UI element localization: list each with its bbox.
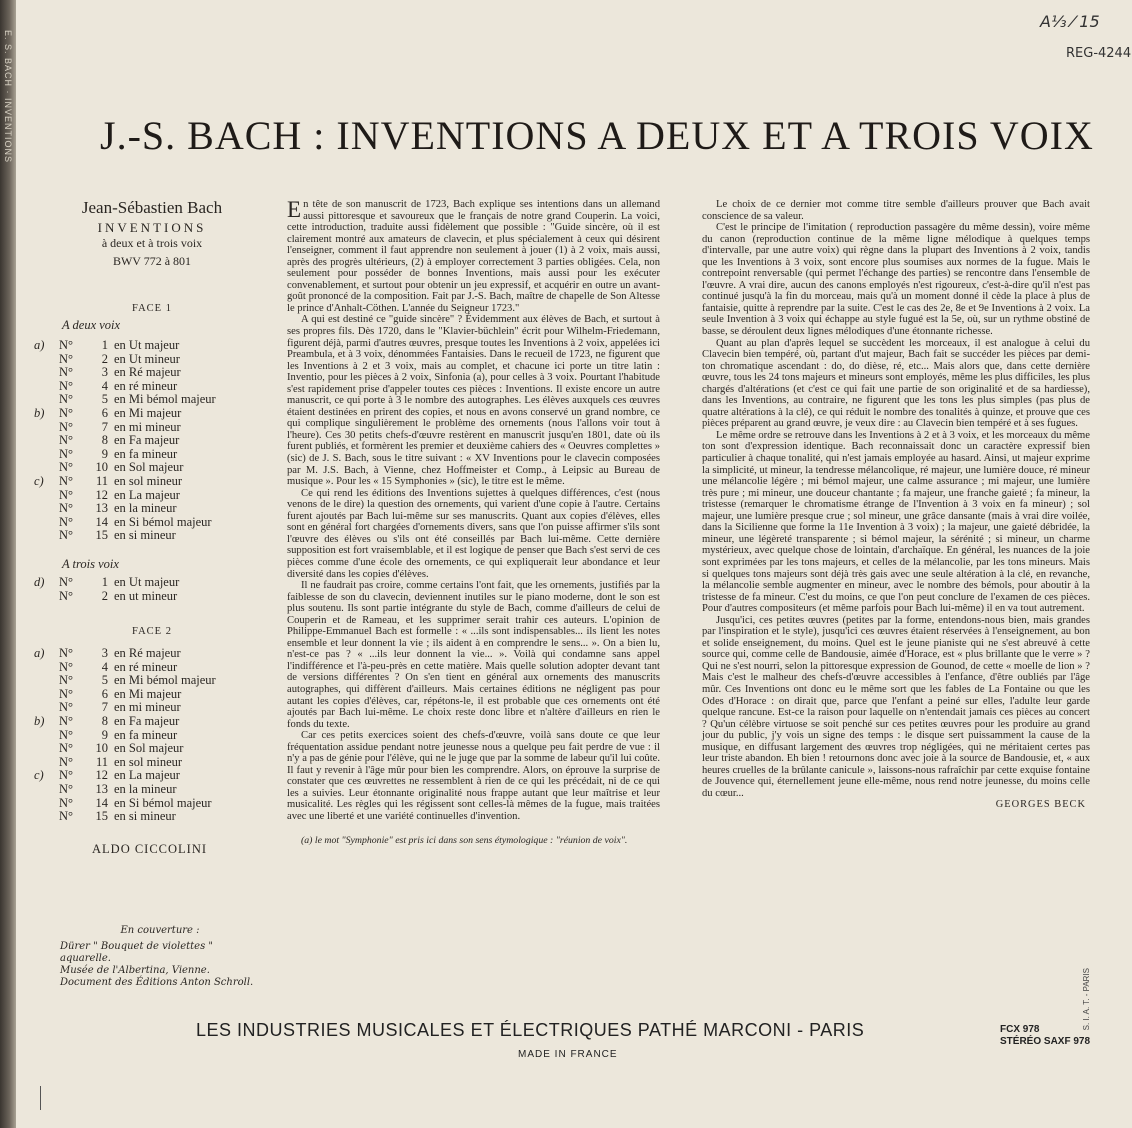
- track-key: en Fa majeur: [114, 433, 180, 448]
- track-row: [32, 407, 262, 421]
- edge-mark: [40, 1086, 41, 1110]
- track-number-prefix: N°: [59, 754, 74, 769]
- cover-credit: [60, 925, 260, 989]
- face-2-tracks: [32, 647, 262, 824]
- track-number: 2: [101, 588, 108, 603]
- bwv-catalog: BWV 772 à 801: [112, 254, 192, 268]
- track-marker: a): [34, 646, 45, 661]
- face-2-label: FACE 2: [132, 626, 172, 638]
- liner-paragraph: C'est le principe de l'imitation ( reproduction passagère du même dessin), voire même du canon (reproduction continue de la même ligne mélodique à quelques temps d'intervalle, par une autre voix) qui règne dans la plupart des Inventions à 2 voix, tandis que les Inventions à 3 voix, sont encore plus soumises aux normes de la fugue. Mais le contrepoint renversable (qui permet l'échange des parties) se rencontre dans l'ensemble de l'œuvre. A vrai dire, aucun des canons employés n'est rigoureux, c'est-à-dire qu'il n'est pas continué jusqu'à la fin du morceau, mais qu'à un moment donné il cède la place à plus de fantaisie, quitte à reprendre par la suite. C'est le cas des 2e, 8e et 9e Inventions à 2 voix. La seule Invention à 3 voix qui échappe au style fugué est la 5e, où, sur un rythme obstiné de basse, se déroulent deux lignes mélodiques d'une étonnante richesse.: [702, 222, 1090, 338]
- tracklist-panel: [32, 198, 262, 857]
- track-number-prefix: N°: [59, 714, 74, 729]
- track-key: en Mi majeur: [114, 405, 182, 420]
- footnote: (a) le mot "Symphonie" est pris ici dans son sens étymologique : "réunion de voix".: [301, 834, 628, 846]
- track-key: en sol mineur: [114, 754, 183, 769]
- liner-paragraph: Le même ordre se retrouve dans les Inventions à 2 et à 3 voix, et les morceaux du même ton sont d'expression identique. Bach reconnaissait donc un caractère expressif bien particulier à chaque tonalité, qui n'est jamais employée au hasard. Ainsi, ut majeur exprime la simplicité, ut mineur, la tendresse mélancolique, ré majeur, une lumière douce, ré mineur une mélancolie légère ; mi bémol majeur, une calme assurance ; mi majeur, une lumière très pure ; mi mineur, une douceur chantante ; fa majeur, une franche gaieté ; fa mineur, la tristesse (remarquer le chromatisme étrange de l'Invention à 3 voix en fa mineur) ; sol majeur, une lumière presque crue ; sol mineur, une grâce dansante (mais à vrai dire voilée, dans la Sicilienne que forme la 11e Invention à 3 voix) ; la majeur, une gaieté débridée, la mineur, une légèreté transparente ; si bémol majeur, la sérénité ; si mineur, un charme mystérieux, avec quelque chose de lointain, d'archaïque. En général, les nuances de la joie sont exprimées par les tons majeurs, et celles de la mélancolie, par les tons mineurs. Mais si quelques tons majeurs sont déjà très gais avec une seule altération à la clé, en revanche, la mélancolie semble augmenter en mineur, avec le nombre des bémols, pour aboutir à la tristesse de fa mineur. C'est du moins, ce que l'on peut conclure de l'examen de ces pièces. Pour d'autres compositeurs (et même parfois pour Bach lui-même) il en va tout autrement.: [702, 429, 1090, 615]
- track-number: 6: [101, 686, 108, 701]
- track-number: 13: [95, 501, 108, 516]
- track-number: 9: [101, 727, 108, 742]
- track-row: [32, 729, 262, 743]
- track-row: [32, 769, 262, 783]
- handwritten-note: A⅓ ⁄ 15: [1040, 12, 1100, 31]
- track-number: 4: [101, 378, 108, 393]
- track-number-prefix: N°: [59, 501, 74, 516]
- track-number: 12: [95, 487, 108, 502]
- track-key: en Sol majeur: [114, 460, 184, 475]
- track-marker: a): [34, 338, 45, 352]
- track-number-prefix: N°: [59, 392, 74, 407]
- track-number-prefix: N°: [59, 514, 74, 529]
- face-1-label: FACE 1: [132, 303, 172, 314]
- track-number-prefix: N°: [59, 795, 74, 810]
- liner-paragraph: Jusqu'ici, ces petites œuvres (petites par la forme, entendons-nous bien, mais grandes par l'inspiration et le style), jusqu'ici ces œuvres étaient réservées à l'enseignement, au bon et solide enseignement, du moins. Quel est le jeune pianiste qui ne s'est abreuvé à cette source qui, comme celle de Bandousie, aimée d'Horace, est « plus brillante que le verre » ? Qui ne s'est nourri, selon la pittoresque expression de Gounod, de cette « moelle de lion » ? Mais c'est le malheur des chefs-d'œuvre accessibles à l'enfance, d'être oubliés par l'âge mûr. Ces Inventions ont donc eu le même sort que les fables de La Fontaine ou que les Odes d'Horace : on dirait que, parce que l'enfant a peiné sur elles, l'adulte leur garde quelque rancune. Est-ce la raison pour laquelle on n'entendait jamais ces pièces au concert ? Qu'un célèbre virtuose se soit penché sur ces petites œuvres pour les produire au grand jour du public, j'y vois un signe des temps : le disque sert puissamment la cause de la musique, en diffusant largement des œuvres trop négligées, qui ne méritaient certes pas leur triste abandon. Eh bien ! retournons donc avec joie à la source de Bandousie, et, « aux heures cruelles de la brûlante canicule », laissons-nous rafraîchir par cette exquise fontaine de Jouvence qui, éternellement jeune elle-même, nous rend notre jeunesse, du moins celle du cœur...: [702, 614, 1090, 799]
- track-key: en Ré majeur: [114, 365, 181, 380]
- track-key: en Fa majeur: [114, 714, 180, 729]
- track-marker: c): [34, 768, 44, 783]
- track-number: 5: [101, 392, 108, 407]
- track-row: [32, 742, 262, 756]
- track-number: 3: [101, 365, 108, 380]
- track-row: [32, 797, 262, 811]
- track-row: [32, 421, 262, 435]
- handwritten-reference: REG-4244: [1066, 46, 1132, 61]
- track-row: [32, 688, 262, 702]
- track-number-prefix: N°: [59, 646, 74, 661]
- track-row: [32, 715, 262, 729]
- track-number-prefix: N°: [59, 768, 74, 783]
- track-number-prefix: N°: [59, 419, 74, 434]
- liner-notes-column-2: [702, 199, 1090, 811]
- track-marker: d): [34, 574, 45, 589]
- track-number: 10: [95, 460, 108, 475]
- track-key: en sol mineur: [114, 473, 183, 488]
- track-key: en ré mineur: [114, 659, 178, 674]
- track-row: [32, 393, 262, 407]
- track-key: en ut mineur: [114, 588, 178, 603]
- track-key: en mi mineur: [114, 700, 181, 715]
- track-number: 1: [101, 338, 108, 352]
- track-number: 15: [95, 809, 108, 824]
- track-key: en Si bémol majeur: [114, 514, 212, 529]
- track-number-prefix: N°: [59, 659, 74, 674]
- track-row: [32, 475, 262, 489]
- printer-credit: S. I. A. T. - PARIS: [1082, 968, 1091, 1031]
- track-row: [32, 489, 262, 503]
- track-number: 4: [101, 659, 108, 674]
- track-key: en Ut mineur: [114, 351, 180, 366]
- track-key: en si mineur: [114, 528, 176, 543]
- track-number: 8: [101, 433, 108, 448]
- performer-name: ALDO CICCOLINI: [92, 841, 208, 856]
- track-key: en ré mineur: [114, 378, 178, 393]
- track-number: 14: [95, 795, 108, 810]
- track-number-prefix: N°: [59, 528, 74, 543]
- catalog-numbers: [1000, 1024, 1090, 1048]
- catalog-stereo: STÉRÉO SAXF 978: [1000, 1036, 1091, 1047]
- track-row: [32, 810, 262, 824]
- track-number-prefix: N°: [59, 365, 74, 380]
- track-row: [32, 647, 262, 661]
- track-number: 11: [95, 754, 108, 769]
- track-key: en Mi bémol majeur: [114, 392, 216, 407]
- liner-paragraph: A qui est destiné ce "guide sincère" ? Évidemment aux élèves de Bach, et surtout à ses propres fils. Dès 1720, dans le "Klavier-büchlein" écrit pour Wilhelm-Friedemann, figurent déjà, parmi d'autres œuvres, presque toutes les Inventions à 2 voix, appelées ici Preambula, et à 3 voix, dénommées Fantaisies. Dans le recueil de 1723, ne figurent que les Inventions à 2 et 3 voix, mais au complet, et chacune ici porte un titre latin : Inventio, pour les pièces à 2 voix, Sinfonia (a), pour celles à 3 voix. Pourtant l'habitude s'est rapidement prise d'appeler toutes ces pièces : Inventions. Il existe encore un autre manuscrit, ce qui porte à 3 le nombre des autographes. Les élèves auxquels ces œuvres étaient destinées en prirent des copies, et nous en avons conservé un grand nombre, ce qui complique singulièrement le problème des ornements (nous l'allons voir tout à l'heure). Ces 30 petits chefs-d'œuvre restèrent en manuscrit jusqu'en 1801, date où ils furent publiés, et formèrent les premier et deuxième cahiers des « Oeuvres complettes » (sic) de J. S. Bach, sous le titre suivant : « XV Inventions pour le clavecin composées par M. J.S. Bach, à Vienne, chez Hoffmeister et Comp., à Leipsic au Bureau de musique ». Pour les « 15 Symphonies » (sic), le titre est le même.: [287, 314, 660, 488]
- track-key: en La majeur: [114, 768, 180, 783]
- track-number: 15: [95, 528, 108, 543]
- track-key: en Ré majeur: [114, 646, 181, 661]
- track-number: 12: [95, 768, 108, 783]
- track-row: [32, 756, 262, 770]
- liner-paragraph: En tête de son manuscrit de 1723, Bach explique ses intentions dans un allemand aussi pittoresque et savoureux que le français de notre grand Couperin. La voici, cette introduction, traduite aussi fidèlement que possible : "Guide sincère, où il est clairement montré aux amateurs de clavecin, et plus spécialement à ceux qui désirent l'enseigner, comment il faut apprendre non seulement à jouer (1) à 2 voix, mais aussi, après des progrès ultérieurs, (2) à employer correctement 3 parties obligées. Cela, non seulement pour posséder de bonnes Inventions, mais aussi pour les exécuter convenablement, et surtout pour obtenir un jeu expressif, et acquérir en outre un avant-goût prononcé de la composition. Fait par J.-S. Bach, maître de chapelle de Son Altesse le prince d'Anhalt-Cöthen. L'année du Seigneur 1723.": [287, 197, 660, 314]
- two-voices-heading: A deux voix: [62, 318, 121, 332]
- track-number: 9: [101, 446, 108, 461]
- track-key: en Ut majeur: [114, 338, 180, 352]
- track-key: en si mineur: [114, 809, 176, 824]
- track-row: [32, 590, 262, 604]
- liner-paragraph: Car ces petits exercices soient des chefs-d'œuvre, voilà sans doute ce que leur fréquentation assidue pendant notre jeunesse nous a quelque peu fait perdre de vue : il n'y a pas de génie pour l'élève, qui ne le juge que par la somme de labeur qu'il lui coûte. Il faut y revenir à l'âge mûr pour bien les comprendre. Alors, on éprouve la surprise de constater que ces œuvrettes ne ressemblent à rien de ce qui les précédait, ni de ce qui les a suivies. Leur étonnante originalité nous frappe autant que leur maîtrise et leur musicalité. Les règles qui les régissent sont celles-là mêmes de la fugue, mais traitées avec une liberté et une variété continuelles d'invention.: [287, 730, 660, 822]
- track-key: en fa mineur: [114, 446, 178, 461]
- track-number: 1: [101, 574, 108, 589]
- track-number-prefix: N°: [59, 446, 74, 461]
- track-key: en la mineur: [114, 501, 177, 516]
- track-number: 10: [95, 741, 108, 756]
- track-number-prefix: N°: [59, 433, 74, 448]
- cover-credit-line: Dürer " Bouquet de violettes " aquarelle.: [60, 941, 214, 964]
- track-number: 7: [101, 419, 108, 434]
- work-subtitle: à deux et à trois voix: [101, 236, 203, 250]
- track-row: [32, 461, 262, 475]
- track-row: [32, 434, 262, 448]
- cover-credit-line: Document des Éditions Anton Schroll.: [60, 977, 254, 988]
- spine: [0, 0, 16, 1128]
- track-number: 7: [101, 700, 108, 715]
- track-key: en Si bémol majeur: [114, 795, 212, 810]
- track-row: [32, 516, 262, 530]
- track-key: en Sol majeur: [114, 741, 184, 756]
- made-in-france: MADE IN FRANCE: [518, 1049, 618, 1060]
- track-key: en fa mineur: [114, 727, 178, 742]
- face-1-tracks: [32, 339, 262, 543]
- spine-text: E. S. BACH · INVENTIONS: [3, 30, 13, 164]
- track-key: en Mi majeur: [114, 686, 182, 701]
- track-number: 13: [95, 782, 108, 797]
- track-number: 5: [101, 673, 108, 688]
- catalog-mono: FCX 978: [1000, 1024, 1040, 1035]
- track-number: 2: [101, 351, 108, 366]
- track-number-prefix: N°: [59, 782, 74, 797]
- liner-paragraph: Le choix de ce dernier mot comme titre semble d'ailleurs prouver que Bach avait conscience de sa valeur.: [702, 199, 1090, 222]
- liner-paragraph: Il ne faudrait pas croire, comme certains l'ont fait, que les ornements, justifiés par la faiblesse de son du clavecin, deviennent inutiles sur le piano moderne, dont le son est plus soutenu. Ils sont partie intégrante du style de Bach, comme d'ailleurs de celui de Couperin et de Rameau, et les supprimer serait trahir ces auteurs. L'opinion de Philippe-Emmanuel Bach est formelle : « ...ils sont indispensables... ils lient les notes ensemble et leur donnent la vie ; ils aident à en comprendre le sens... ». On a bien lu, n'est-ce pas ? « ...ils leur donnent la vie... ». Voilà qui condamne sans appel l'indifférence et l'à-peu-près en cette matière. Mais quelle solution adopter devant tant de versions différentes ? On s'en tient en général aux ornements des manuscrits autographes, qui diffèrent d'ailleurs. Mais certaines éditions ne négligent pas pour autant les copies d'élèves, car, répétons-le, il est probable que ces ornements ont été ajoutés par Bach lui-même. Le choix reste donc libre et n'altère d'ailleurs en rien le fonds du texte.: [287, 580, 660, 730]
- track-number-prefix: N°: [59, 686, 74, 701]
- track-number: 6: [101, 405, 108, 420]
- track-row: [32, 448, 262, 462]
- track-row: [32, 661, 262, 675]
- composer-name: Jean-Sébastien Bach: [81, 198, 223, 217]
- track-number-prefix: N°: [59, 727, 74, 742]
- publisher-line: LES INDUSTRIES MUSICALES ET ÉLECTRIQUES PATHÉ MARCONI - PARIS: [196, 1020, 865, 1040]
- track-key: en mi mineur: [114, 419, 181, 434]
- track-key: en La majeur: [114, 487, 180, 502]
- track-key: en Ut majeur: [114, 574, 180, 589]
- track-number-prefix: N°: [59, 338, 74, 352]
- track-key: en la mineur: [114, 782, 177, 797]
- track-row: [32, 380, 262, 394]
- track-row: [32, 339, 262, 353]
- track-number-prefix: N°: [59, 378, 74, 393]
- track-number: 11: [95, 473, 108, 488]
- track-number: 14: [95, 514, 108, 529]
- face-1-three-voice-tracks: [32, 576, 262, 603]
- track-number: 3: [101, 646, 108, 661]
- work-title: INVENTIONS: [97, 220, 207, 235]
- track-row: [32, 529, 262, 543]
- track-number-prefix: N°: [59, 741, 74, 756]
- track-number-prefix: N°: [59, 700, 74, 715]
- cover-credit-title: En couverture :: [120, 925, 200, 936]
- track-number-prefix: N°: [59, 574, 74, 589]
- track-number-prefix: N°: [59, 460, 74, 475]
- track-row: [32, 502, 262, 516]
- three-voices-heading: A trois voix: [62, 556, 119, 571]
- liner-paragraph: Quant au plan d'après lequel se succèdent les morceaux, il est analogue à celui du Clavecin bien tempéré, où, partant d'ut majeur, Bach fait se succéder les pièces par demi-ton chromatique ascendant : do, do dièse, ré, etc... Mais alors que, dans cette dernière œuvre, tous les 24 tons majeurs et mineurs sont employés, même les plus difficiles, les plus chargés d'altérations (et c'est ce qui fait une partie de son originalité et de sa hardiesse), dans les Inventions, au contraire, ne figurent que les tons les plus simples (pas plus de quatre altérations à la clé), ce qui réduit le nombre des tonalités à quinze, et prouve que ces pièces préparent au grand œuvre, je veux dire : au Clavecin bien tempéré et à ses fugues.: [702, 337, 1090, 430]
- page-title: J.-S. BACH : INVENTIONS A DEUX ET A TROIS VOIX: [100, 113, 1094, 158]
- track-number: 8: [101, 714, 108, 729]
- track-row: [32, 783, 262, 797]
- track-number-prefix: N°: [59, 588, 74, 603]
- track-number-prefix: N°: [59, 487, 74, 502]
- track-row: [32, 576, 262, 590]
- track-row: [32, 353, 262, 367]
- track-number-prefix: N°: [59, 673, 74, 688]
- track-marker: b): [34, 714, 45, 729]
- track-key: en Mi bémol majeur: [114, 673, 216, 688]
- liner-paragraph: Ce qui rend les éditions des Inventions sujettes à quelques différences, c'est (nous venons de le dire) la question des ornements, qui varient d'une copie à l'autre. Certains furent ajoutés par Bach lui-même sur ses manuscrits. Quant aux copies d'élèves, elles sont en général fort chargées d'ornements divers, sans que l'on puisse affirmer s'ils sont l'œuvre des élèves ou s'ils ont été conseillés par Bach lui-même. Cette dernière supposition est fort vraisemblable, et il est logique de penser que Bach s'est servi de ces pièces comme d'une école des ornements, ce qui expliquerait leur abondance et leur diversité dans les copies d'élèves.: [287, 487, 660, 580]
- cover-credit-line: Musée de l'Albertina, Vienne.: [60, 965, 210, 976]
- track-number-prefix: N°: [59, 473, 74, 488]
- track-marker: c): [34, 473, 44, 488]
- track-number-prefix: N°: [59, 405, 74, 420]
- liner-notes-column-1: [287, 199, 660, 846]
- track-row: [32, 701, 262, 715]
- track-row: [32, 674, 262, 688]
- track-number-prefix: N°: [59, 809, 74, 824]
- track-marker: b): [34, 405, 45, 420]
- author-signature: GEORGES BECK: [995, 799, 1086, 811]
- track-row: [32, 366, 262, 380]
- track-number-prefix: N°: [59, 351, 74, 366]
